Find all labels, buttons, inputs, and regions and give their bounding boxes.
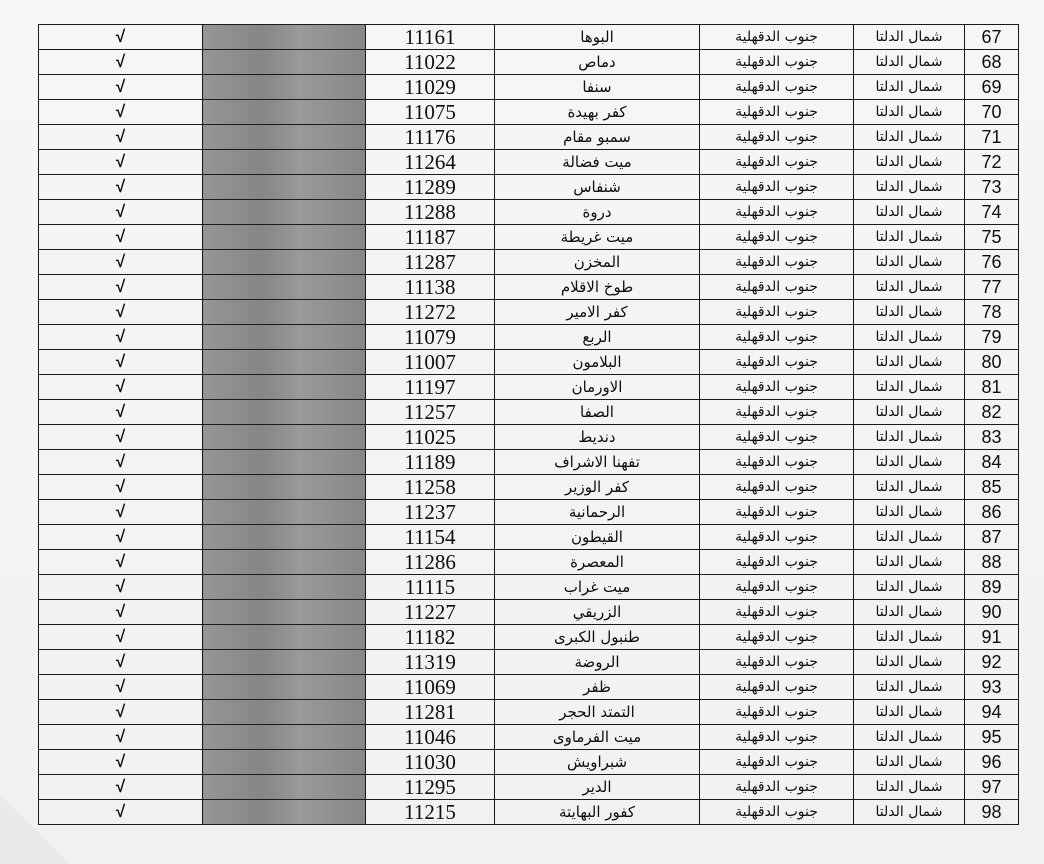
region-cell: شمال الدلتا: [854, 475, 965, 500]
district-cell: جنوب الدقهلية: [700, 400, 854, 425]
region-cell: شمال الدلتا: [854, 175, 965, 200]
district-cell: جنوب الدقهلية: [700, 200, 854, 225]
code-cell: 11182: [366, 625, 495, 650]
district-cell: جنوب الدقهلية: [700, 475, 854, 500]
region-cell: شمال الدلتا: [854, 250, 965, 275]
check-mark-cell: √: [39, 350, 203, 375]
village-name-cell: الزريقي: [495, 600, 700, 625]
check-mark-cell: √: [39, 525, 203, 550]
check-mark-cell: √: [39, 125, 203, 150]
table-row: [39, 775, 1019, 800]
table-row: [39, 300, 1019, 325]
code-cell: 11197: [366, 375, 495, 400]
redacted-cell: [203, 600, 366, 625]
row-number-cell: 88: [965, 550, 1019, 575]
district-cell: جنوب الدقهلية: [700, 75, 854, 100]
row-number-cell: 98: [965, 800, 1019, 825]
village-name-cell: كفر الامير: [495, 300, 700, 325]
redacted-cell: [203, 550, 366, 575]
table-row: [39, 425, 1019, 450]
row-number-cell: 76: [965, 250, 1019, 275]
check-mark-cell: √: [39, 275, 203, 300]
village-name-cell: دنديط: [495, 425, 700, 450]
table-row: [39, 150, 1019, 175]
district-cell: جنوب الدقهلية: [700, 575, 854, 600]
redacted-cell: [203, 350, 366, 375]
redacted-cell: [203, 225, 366, 250]
village-table: [38, 24, 1019, 825]
redacted-cell: [203, 475, 366, 500]
region-cell: شمال الدلتا: [854, 425, 965, 450]
redacted-cell: [203, 275, 366, 300]
table-row: [39, 200, 1019, 225]
region-cell: شمال الدلتا: [854, 350, 965, 375]
row-number-cell: 83: [965, 425, 1019, 450]
district-cell: جنوب الدقهلية: [700, 600, 854, 625]
district-cell: جنوب الدقهلية: [700, 375, 854, 400]
row-number-cell: 94: [965, 700, 1019, 725]
village-name-cell: البوها: [495, 25, 700, 50]
table-row: [39, 475, 1019, 500]
code-cell: 11154: [366, 525, 495, 550]
region-cell: شمال الدلتا: [854, 625, 965, 650]
district-cell: جنوب الدقهلية: [700, 425, 854, 450]
check-mark-cell: √: [39, 450, 203, 475]
row-number-cell: 87: [965, 525, 1019, 550]
check-mark-cell: √: [39, 150, 203, 175]
redacted-cell: [203, 300, 366, 325]
region-cell: شمال الدلتا: [854, 575, 965, 600]
redacted-cell: [203, 100, 366, 125]
redacted-cell: [203, 525, 366, 550]
check-mark-cell: √: [39, 300, 203, 325]
check-mark-cell: √: [39, 225, 203, 250]
village-name-cell: الاورمان: [495, 375, 700, 400]
table-row: [39, 325, 1019, 350]
district-cell: جنوب الدقهلية: [700, 625, 854, 650]
district-cell: جنوب الدقهلية: [700, 725, 854, 750]
table-row: [39, 25, 1019, 50]
table-row: [39, 375, 1019, 400]
village-name-cell: الصفا: [495, 400, 700, 425]
table-row: [39, 250, 1019, 275]
table-row: [39, 750, 1019, 775]
table-row: [39, 400, 1019, 425]
region-cell: شمال الدلتا: [854, 700, 965, 725]
check-mark-cell: √: [39, 650, 203, 675]
region-cell: شمال الدلتا: [854, 300, 965, 325]
row-number-cell: 91: [965, 625, 1019, 650]
code-cell: 11176: [366, 125, 495, 150]
redacted-cell: [203, 625, 366, 650]
region-cell: شمال الدلتا: [854, 600, 965, 625]
check-mark-cell: √: [39, 675, 203, 700]
row-number-cell: 85: [965, 475, 1019, 500]
table-row: [39, 675, 1019, 700]
code-cell: 11007: [366, 350, 495, 375]
region-cell: شمال الدلتا: [854, 525, 965, 550]
row-number-cell: 96: [965, 750, 1019, 775]
table-row: [39, 625, 1019, 650]
check-mark-cell: √: [39, 725, 203, 750]
region-cell: شمال الدلتا: [854, 50, 965, 75]
region-cell: شمال الدلتا: [854, 800, 965, 825]
table-row: [39, 725, 1019, 750]
code-cell: 11287: [366, 250, 495, 275]
district-cell: جنوب الدقهلية: [700, 775, 854, 800]
check-mark-cell: √: [39, 425, 203, 450]
code-cell: 11189: [366, 450, 495, 475]
region-cell: شمال الدلتا: [854, 750, 965, 775]
check-mark-cell: √: [39, 200, 203, 225]
code-cell: 11187: [366, 225, 495, 250]
redacted-cell: [203, 800, 366, 825]
village-name-cell: ميت الفرماوى: [495, 725, 700, 750]
village-name-cell: سنفا: [495, 75, 700, 100]
code-cell: 11138: [366, 275, 495, 300]
row-number-cell: 72: [965, 150, 1019, 175]
check-mark-cell: √: [39, 750, 203, 775]
district-cell: جنوب الدقهلية: [700, 450, 854, 475]
village-name-cell: القيطون: [495, 525, 700, 550]
district-cell: جنوب الدقهلية: [700, 300, 854, 325]
code-cell: 11161: [366, 25, 495, 50]
table-row: [39, 350, 1019, 375]
region-cell: شمال الدلتا: [854, 200, 965, 225]
district-cell: جنوب الدقهلية: [700, 750, 854, 775]
table-row: [39, 600, 1019, 625]
check-mark-cell: √: [39, 75, 203, 100]
redacted-cell: [203, 725, 366, 750]
check-mark-cell: √: [39, 800, 203, 825]
check-mark-cell: √: [39, 475, 203, 500]
village-name-cell: ظفر: [495, 675, 700, 700]
code-cell: 11079: [366, 325, 495, 350]
redacted-cell: [203, 150, 366, 175]
village-name-cell: طنبول الكبرى: [495, 625, 700, 650]
village-name-cell: الروضة: [495, 650, 700, 675]
district-cell: جنوب الدقهلية: [700, 650, 854, 675]
check-mark-cell: √: [39, 550, 203, 575]
redacted-cell: [203, 450, 366, 475]
code-cell: 11215: [366, 800, 495, 825]
check-mark-cell: √: [39, 375, 203, 400]
row-number-cell: 70: [965, 100, 1019, 125]
check-mark-cell: √: [39, 625, 203, 650]
row-number-cell: 93: [965, 675, 1019, 700]
district-cell: جنوب الدقهلية: [700, 550, 854, 575]
code-cell: 11257: [366, 400, 495, 425]
code-cell: 11281: [366, 700, 495, 725]
row-number-cell: 74: [965, 200, 1019, 225]
district-cell: جنوب الدقهلية: [700, 225, 854, 250]
row-number-cell: 81: [965, 375, 1019, 400]
table-row: [39, 75, 1019, 100]
village-name-cell: ميت غريطة: [495, 225, 700, 250]
row-number-cell: 82: [965, 400, 1019, 425]
district-cell: جنوب الدقهلية: [700, 125, 854, 150]
redacted-cell: [203, 700, 366, 725]
row-number-cell: 89: [965, 575, 1019, 600]
region-cell: شمال الدلتا: [854, 275, 965, 300]
row-number-cell: 97: [965, 775, 1019, 800]
redacted-cell: [203, 425, 366, 450]
code-cell: 11029: [366, 75, 495, 100]
redacted-cell: [203, 325, 366, 350]
table-row: [39, 550, 1019, 575]
district-cell: جنوب الدقهلية: [700, 525, 854, 550]
check-mark-cell: √: [39, 600, 203, 625]
table-row: [39, 225, 1019, 250]
code-cell: 11046: [366, 725, 495, 750]
code-cell: 11025: [366, 425, 495, 450]
row-number-cell: 69: [965, 75, 1019, 100]
district-cell: جنوب الدقهلية: [700, 50, 854, 75]
region-cell: شمال الدلتا: [854, 125, 965, 150]
code-cell: 11319: [366, 650, 495, 675]
check-mark-cell: √: [39, 250, 203, 275]
redacted-cell: [203, 775, 366, 800]
village-name-cell: شبراويش: [495, 750, 700, 775]
redacted-cell: [203, 75, 366, 100]
redacted-cell: [203, 575, 366, 600]
village-table-body: [39, 25, 1019, 825]
row-number-cell: 77: [965, 275, 1019, 300]
district-cell: جنوب الدقهلية: [700, 175, 854, 200]
row-number-cell: 71: [965, 125, 1019, 150]
redacted-cell: [203, 750, 366, 775]
redacted-cell: [203, 50, 366, 75]
village-name-cell: كفر بهيدة: [495, 100, 700, 125]
code-cell: 11288: [366, 200, 495, 225]
region-cell: شمال الدلتا: [854, 375, 965, 400]
table-row: [39, 700, 1019, 725]
region-cell: شمال الدلتا: [854, 150, 965, 175]
row-number-cell: 86: [965, 500, 1019, 525]
redacted-cell: [203, 175, 366, 200]
code-cell: 11030: [366, 750, 495, 775]
village-name-cell: التمتد الحجر: [495, 700, 700, 725]
code-cell: 11227: [366, 600, 495, 625]
table-row: [39, 525, 1019, 550]
code-cell: 11022: [366, 50, 495, 75]
redacted-cell: [203, 25, 366, 50]
row-number-cell: 95: [965, 725, 1019, 750]
row-number-cell: 84: [965, 450, 1019, 475]
village-name-cell: الربع: [495, 325, 700, 350]
check-mark-cell: √: [39, 325, 203, 350]
village-name-cell: كفور البهايتة: [495, 800, 700, 825]
region-cell: شمال الدلتا: [854, 400, 965, 425]
redacted-cell: [203, 125, 366, 150]
district-cell: جنوب الدقهلية: [700, 275, 854, 300]
district-cell: جنوب الدقهلية: [700, 325, 854, 350]
check-mark-cell: √: [39, 400, 203, 425]
region-cell: شمال الدلتا: [854, 450, 965, 475]
village-name-cell: طوخ الاقلام: [495, 275, 700, 300]
redacted-cell: [203, 650, 366, 675]
district-cell: جنوب الدقهلية: [700, 100, 854, 125]
village-name-cell: الدير: [495, 775, 700, 800]
check-mark-cell: √: [39, 500, 203, 525]
redacted-cell: [203, 200, 366, 225]
check-mark-cell: √: [39, 700, 203, 725]
code-cell: 11237: [366, 500, 495, 525]
table-row: [39, 100, 1019, 125]
table-row: [39, 500, 1019, 525]
check-mark-cell: √: [39, 100, 203, 125]
village-name-cell: المخزن: [495, 250, 700, 275]
village-name-cell: تفهنا الاشراف: [495, 450, 700, 475]
region-cell: شمال الدلتا: [854, 225, 965, 250]
redacted-cell: [203, 500, 366, 525]
district-cell: جنوب الدقهلية: [700, 800, 854, 825]
village-name-cell: الرحمانية: [495, 500, 700, 525]
code-cell: 11069: [366, 675, 495, 700]
redacted-cell: [203, 400, 366, 425]
check-mark-cell: √: [39, 25, 203, 50]
code-cell: 11115: [366, 575, 495, 600]
table-row: [39, 275, 1019, 300]
district-cell: جنوب الدقهلية: [700, 500, 854, 525]
code-cell: 11286: [366, 550, 495, 575]
code-cell: 11295: [366, 775, 495, 800]
code-cell: 11075: [366, 100, 495, 125]
check-mark-cell: √: [39, 50, 203, 75]
check-mark-cell: √: [39, 575, 203, 600]
region-cell: شمال الدلتا: [854, 675, 965, 700]
table-row: [39, 575, 1019, 600]
code-cell: 11272: [366, 300, 495, 325]
table-row: [39, 650, 1019, 675]
village-name-cell: كفر الوزير: [495, 475, 700, 500]
row-number-cell: 79: [965, 325, 1019, 350]
row-number-cell: 75: [965, 225, 1019, 250]
region-cell: شمال الدلتا: [854, 25, 965, 50]
village-name-cell: البلامون: [495, 350, 700, 375]
check-mark-cell: √: [39, 775, 203, 800]
village-name-cell: ميت فضالة: [495, 150, 700, 175]
table-row: [39, 175, 1019, 200]
table-row: [39, 800, 1019, 825]
row-number-cell: 90: [965, 600, 1019, 625]
village-name-cell: دماص: [495, 50, 700, 75]
village-name-cell: ميت غراب: [495, 575, 700, 600]
code-cell: 11289: [366, 175, 495, 200]
row-number-cell: 73: [965, 175, 1019, 200]
table-row: [39, 50, 1019, 75]
table-row: [39, 125, 1019, 150]
row-number-cell: 78: [965, 300, 1019, 325]
region-cell: شمال الدلتا: [854, 500, 965, 525]
region-cell: شمال الدلتا: [854, 650, 965, 675]
district-cell: جنوب الدقهلية: [700, 350, 854, 375]
region-cell: شمال الدلتا: [854, 775, 965, 800]
region-cell: شمال الدلتا: [854, 725, 965, 750]
redacted-cell: [203, 375, 366, 400]
district-cell: جنوب الدقهلية: [700, 250, 854, 275]
row-number-cell: 68: [965, 50, 1019, 75]
check-mark-cell: √: [39, 175, 203, 200]
village-name-cell: سمبو مقام: [495, 125, 700, 150]
region-cell: شمال الدلتا: [854, 100, 965, 125]
row-number-cell: 67: [965, 25, 1019, 50]
redacted-cell: [203, 675, 366, 700]
table-row: [39, 450, 1019, 475]
region-cell: شمال الدلتا: [854, 550, 965, 575]
row-number-cell: 92: [965, 650, 1019, 675]
region-cell: شمال الدلتا: [854, 325, 965, 350]
village-name-cell: المعصرة: [495, 550, 700, 575]
district-cell: جنوب الدقهلية: [700, 150, 854, 175]
region-cell: شمال الدلتا: [854, 75, 965, 100]
district-cell: جنوب الدقهلية: [700, 25, 854, 50]
row-number-cell: 80: [965, 350, 1019, 375]
district-cell: جنوب الدقهلية: [700, 675, 854, 700]
redacted-cell: [203, 250, 366, 275]
district-cell: جنوب الدقهلية: [700, 700, 854, 725]
code-cell: 11264: [366, 150, 495, 175]
village-name-cell: دروة: [495, 200, 700, 225]
code-cell: 11258: [366, 475, 495, 500]
page-curl-shadow: [0, 794, 70, 864]
village-name-cell: شنفاس: [495, 175, 700, 200]
